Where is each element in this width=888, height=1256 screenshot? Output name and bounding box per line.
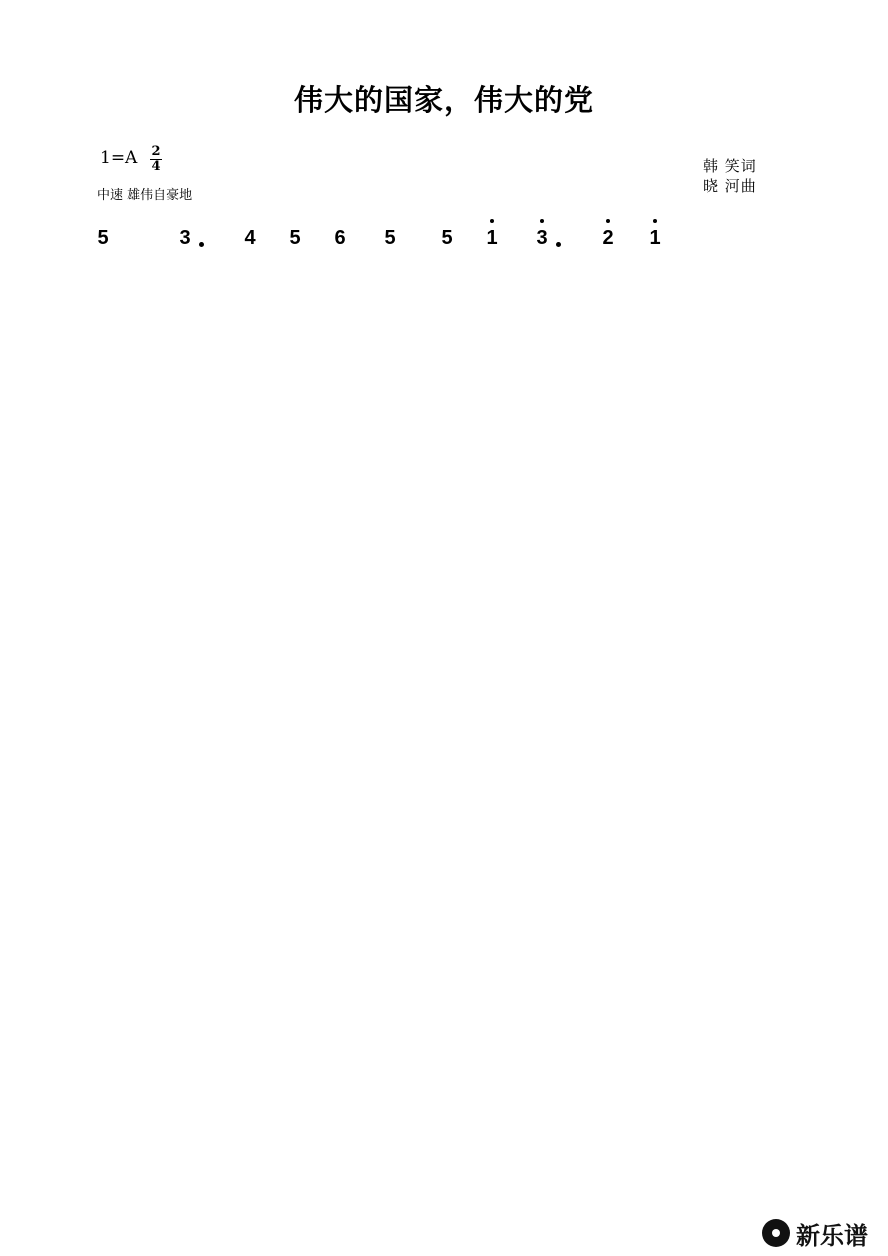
vinyl-icon <box>762 1219 790 1247</box>
song-title: 伟大的国家，伟大的党 <box>293 83 594 117</box>
note: 4 <box>244 227 256 249</box>
note: 1 <box>646 228 664 248</box>
time-signature-denominator: 4 <box>151 159 161 174</box>
logo-text: 新乐谱 <box>796 1221 868 1250</box>
tempo-marking: 中速 雄伟自豪地 <box>97 188 193 203</box>
note: 3 <box>533 228 551 248</box>
note: 5 <box>384 227 396 249</box>
time-signature-numerator: 2 <box>151 144 161 159</box>
lyricist-credit: 韩 笑词 <box>703 157 757 175</box>
note: 5 <box>97 227 109 249</box>
site-logo[interactable] <box>762 1216 868 1250</box>
note: 3 <box>179 227 191 249</box>
note: 6 <box>334 227 346 249</box>
note: 2 <box>599 228 617 248</box>
note: 5 <box>289 227 301 249</box>
note: 5 <box>441 227 453 249</box>
note: 1 <box>483 228 501 248</box>
key-signature: 1=A <box>100 148 138 168</box>
composer-credit: 晓 河曲 <box>703 177 757 195</box>
